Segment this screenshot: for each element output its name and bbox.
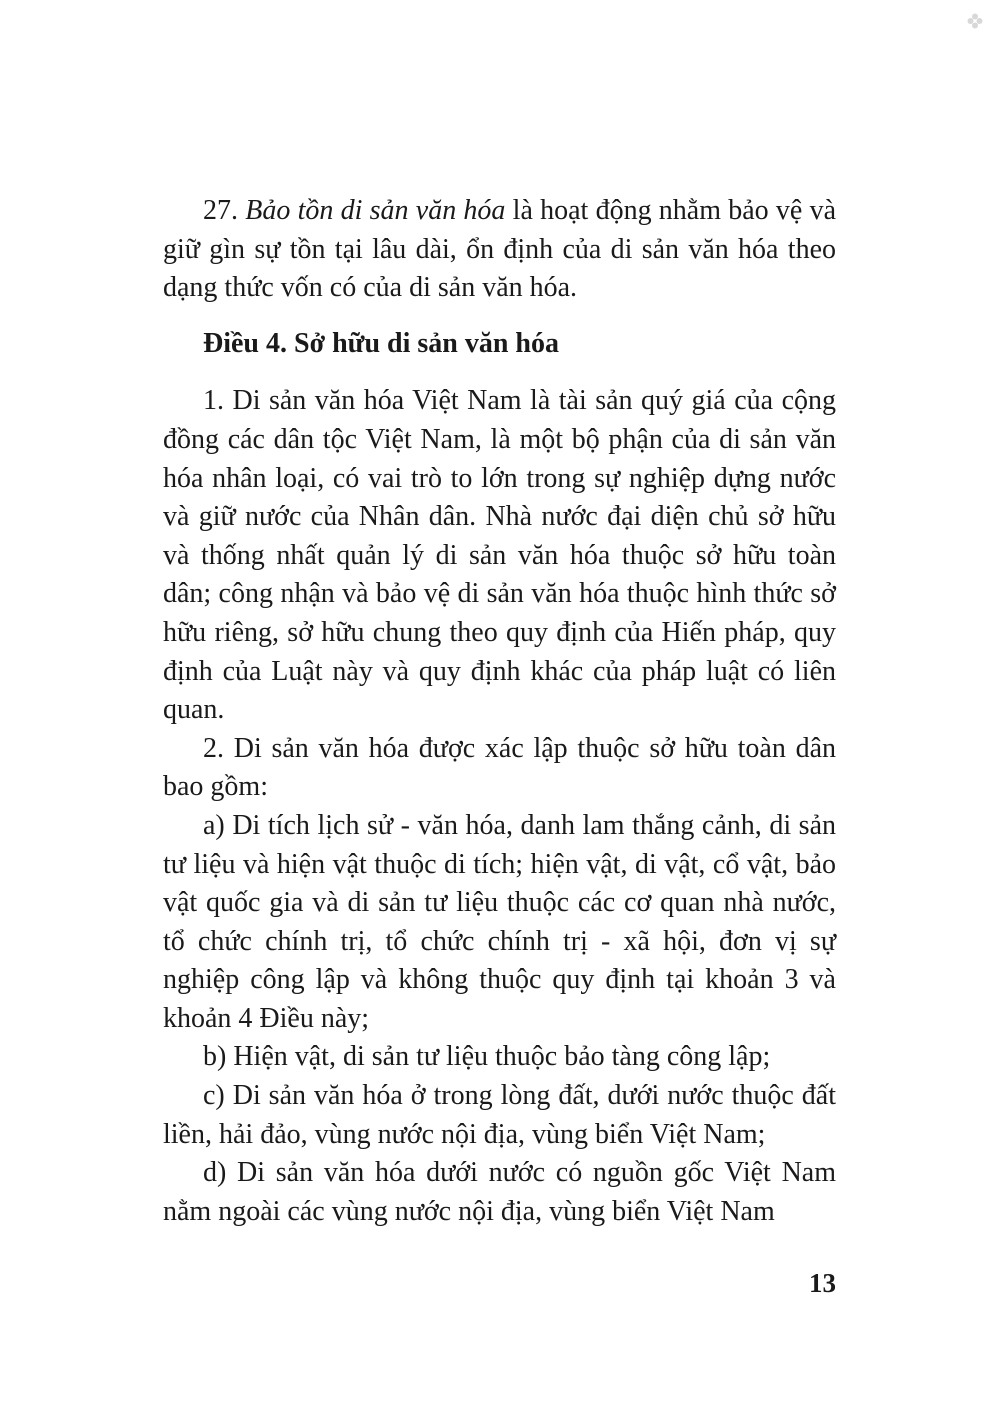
flower-mark-icon xyxy=(966,12,984,30)
page-body xyxy=(163,192,836,1231)
paragraph-2d: d) Di sản văn hóa dưới nước có nguồn gốc Việt Nam nằm ngoài các vùng nước nội địa, vùng biển Việt Nam xyxy=(163,1157,836,1227)
paragraph-2b: b) Hiện vật, di sản tư liệu thuộc bảo tàng công lập; xyxy=(203,1041,771,1073)
paragraph-2a: a) Di tích lịch sử - văn hóa, danh lam thắng cảnh, di sản tư liệu và hiện vật thuộc di tích; hiện vật, di vật, cổ vật, bảo vật quốc gia và di sản tư liệu thuộc các cơ quan nhà nước, tổ chức chính trị, tổ chức chính trị - xã hội, đơn vị sự nghiệp công lập và không thuộc quy định tại khoản 3 và khoản 4 Điều này; xyxy=(163,809,836,1034)
paragraph-number: 27. xyxy=(203,195,238,226)
paragraph-2: 2. Di sản văn hóa được xác lập thuộc sở hữu toàn dân bao gồm: xyxy=(163,732,836,803)
paragraph-1: 1. Di sản văn hóa Việt Nam là tài sản quý giá của cộng đồng các dân tộc Việt Nam, là một bộ phận của di sản văn hóa nhân loại, có vai trò to lớn trong sự nghiệp dựng nước và giữ nước của Nhân dân. Nhà nước đại diện chủ sở hữu và thống nhất quản lý di sản văn hóa thuộc sở hữu toàn dân; công nhận và bảo vệ di sản văn hóa thuộc hình thức sở hữu riêng, sở hữu chung theo quy định của Hiến pháp, quy định của Luật này và quy định khác của pháp luật có liên quan. xyxy=(163,385,836,726)
paragraph-27 xyxy=(163,192,836,308)
paragraph-2c: c) Di sản văn hóa ở trong lòng đất, dưới nước thuộc đất liền, hải đảo, vùng nước nội địa, vùng biển Việt Nam; xyxy=(163,1080,836,1150)
defined-term: Bảo tồn di sản văn hóa xyxy=(245,195,506,226)
page-number: 13 xyxy=(809,1268,836,1298)
article-heading: Điều 4. Sở hữu di sản văn hóa xyxy=(203,327,559,359)
paragraph-text: là hoạt động nhằm bảo vệ và giữ gìn sự tồn tại lâu dài, ổn định của di sản văn hóa theo dạng thức vốn có của di sản văn hóa. xyxy=(163,195,837,304)
